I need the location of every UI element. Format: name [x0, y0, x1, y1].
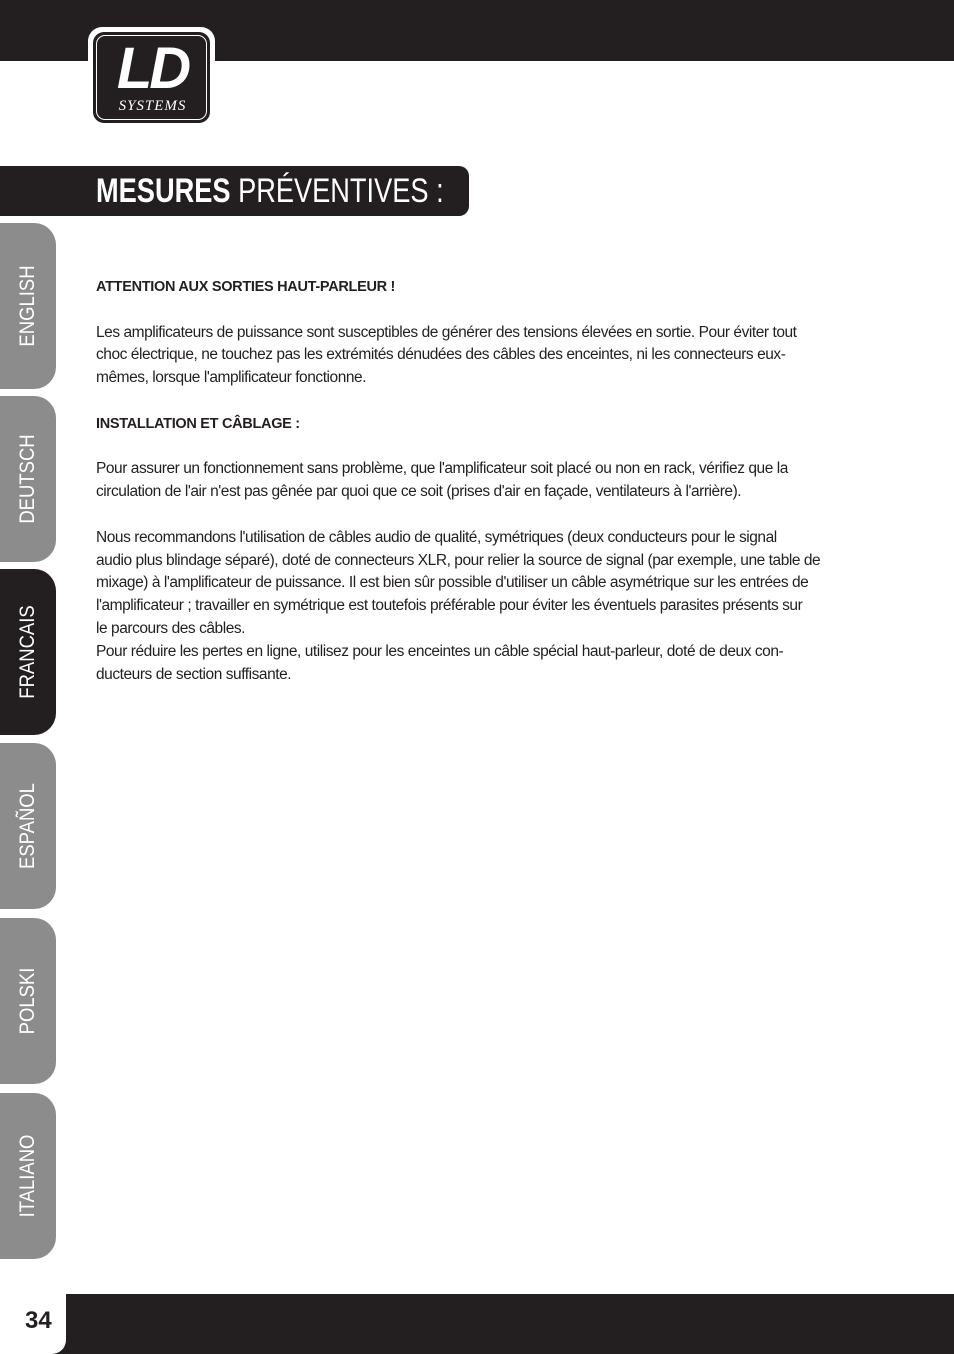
- tab-italiano[interactable]: [0, 1093, 56, 1259]
- logo-main-text: LD: [116, 36, 189, 101]
- paragraph: [96, 527, 856, 687]
- text-line: mêmes, lorsque l'amplificateur fonctionne.: [96, 369, 367, 387]
- text-line: Pour réduire les pertes en ligne, utilisez pour les enceintes un câble spécial haut-parleur, doté de deux con-: [96, 642, 784, 660]
- ld-systems-logo: [88, 27, 215, 128]
- tab-label: ENGLISH: [16, 265, 39, 347]
- text-line: Pour assurer un fonctionnement sans problème, que l'amplificateur soit placé ou non en rack, vérifiez que la: [96, 460, 788, 478]
- section-heading: ATTENTION AUX SORTIES HAUT-PARLEUR !: [96, 279, 396, 295]
- tab-label: FRANCAIS: [16, 605, 39, 699]
- page-number-box: [0, 1294, 66, 1354]
- tab-english[interactable]: [0, 223, 56, 389]
- logo-border: [96, 35, 207, 120]
- tab-label: ITALIANO: [16, 1134, 39, 1218]
- text-line: mixage) à l'amplificateur de puissance. Il est bien sûr possible d'utiliser un câble asymétrique sur les entrées de: [96, 574, 809, 592]
- paragraph: [96, 322, 856, 390]
- text-line: Les amplificateurs de puissance sont susceptibles de générer des tensions élevées en sortie. Pour éviter tout: [96, 323, 797, 341]
- text-line: ducteurs de section suffisante.: [96, 665, 292, 683]
- tab-espanol[interactable]: [0, 743, 56, 909]
- logo-badge: [93, 32, 210, 123]
- tab-label: ESPAÑOL: [16, 783, 39, 869]
- tab-francais[interactable]: [0, 569, 56, 735]
- tab-label: POLSKI: [16, 967, 39, 1035]
- main-content: [96, 276, 856, 686]
- page-title-regular: PRÉVENTIVES :: [238, 172, 444, 210]
- page-title-bold: MESURES: [96, 172, 231, 210]
- tab-deutsch[interactable]: [0, 396, 56, 562]
- text-line: l'amplificateur ; travailler en symétrique est toutefois préférable pour éviter les éventuels parasites présents sur: [96, 597, 803, 615]
- text-line: Nous recommandons l'utilisation de câbles audio de qualité, symétriques (deux conducteurs pour le signal: [96, 528, 777, 546]
- bottom-bar: [0, 1294, 954, 1354]
- section-heading: INSTALLATION ET CÂBLAGE :: [96, 415, 300, 432]
- tab-polski[interactable]: [0, 918, 56, 1084]
- page-title: [96, 173, 444, 209]
- logo-sub-text: SYSTEMS: [118, 98, 187, 114]
- tab-label: DEUTSCH: [16, 434, 39, 524]
- text-line: circulation de l'air n'est pas gênée par quoi que ce soit (prises d'air en façade, ventilateurs à l'arrière).: [96, 483, 742, 501]
- paragraph: [96, 458, 856, 504]
- page-number: 34: [25, 1307, 52, 1334]
- text-line: choc électrique, ne touchez pas les extrémités dénudées des câbles des enceintes, ni les connecteurs eux-: [96, 346, 786, 364]
- text-line: audio plus blindage séparé), doté de connecteurs XLR, pour relier la source de signal (par exemple, une table de: [96, 551, 821, 569]
- title-bar: [0, 166, 469, 216]
- text-line: le parcours des câbles.: [96, 619, 246, 637]
